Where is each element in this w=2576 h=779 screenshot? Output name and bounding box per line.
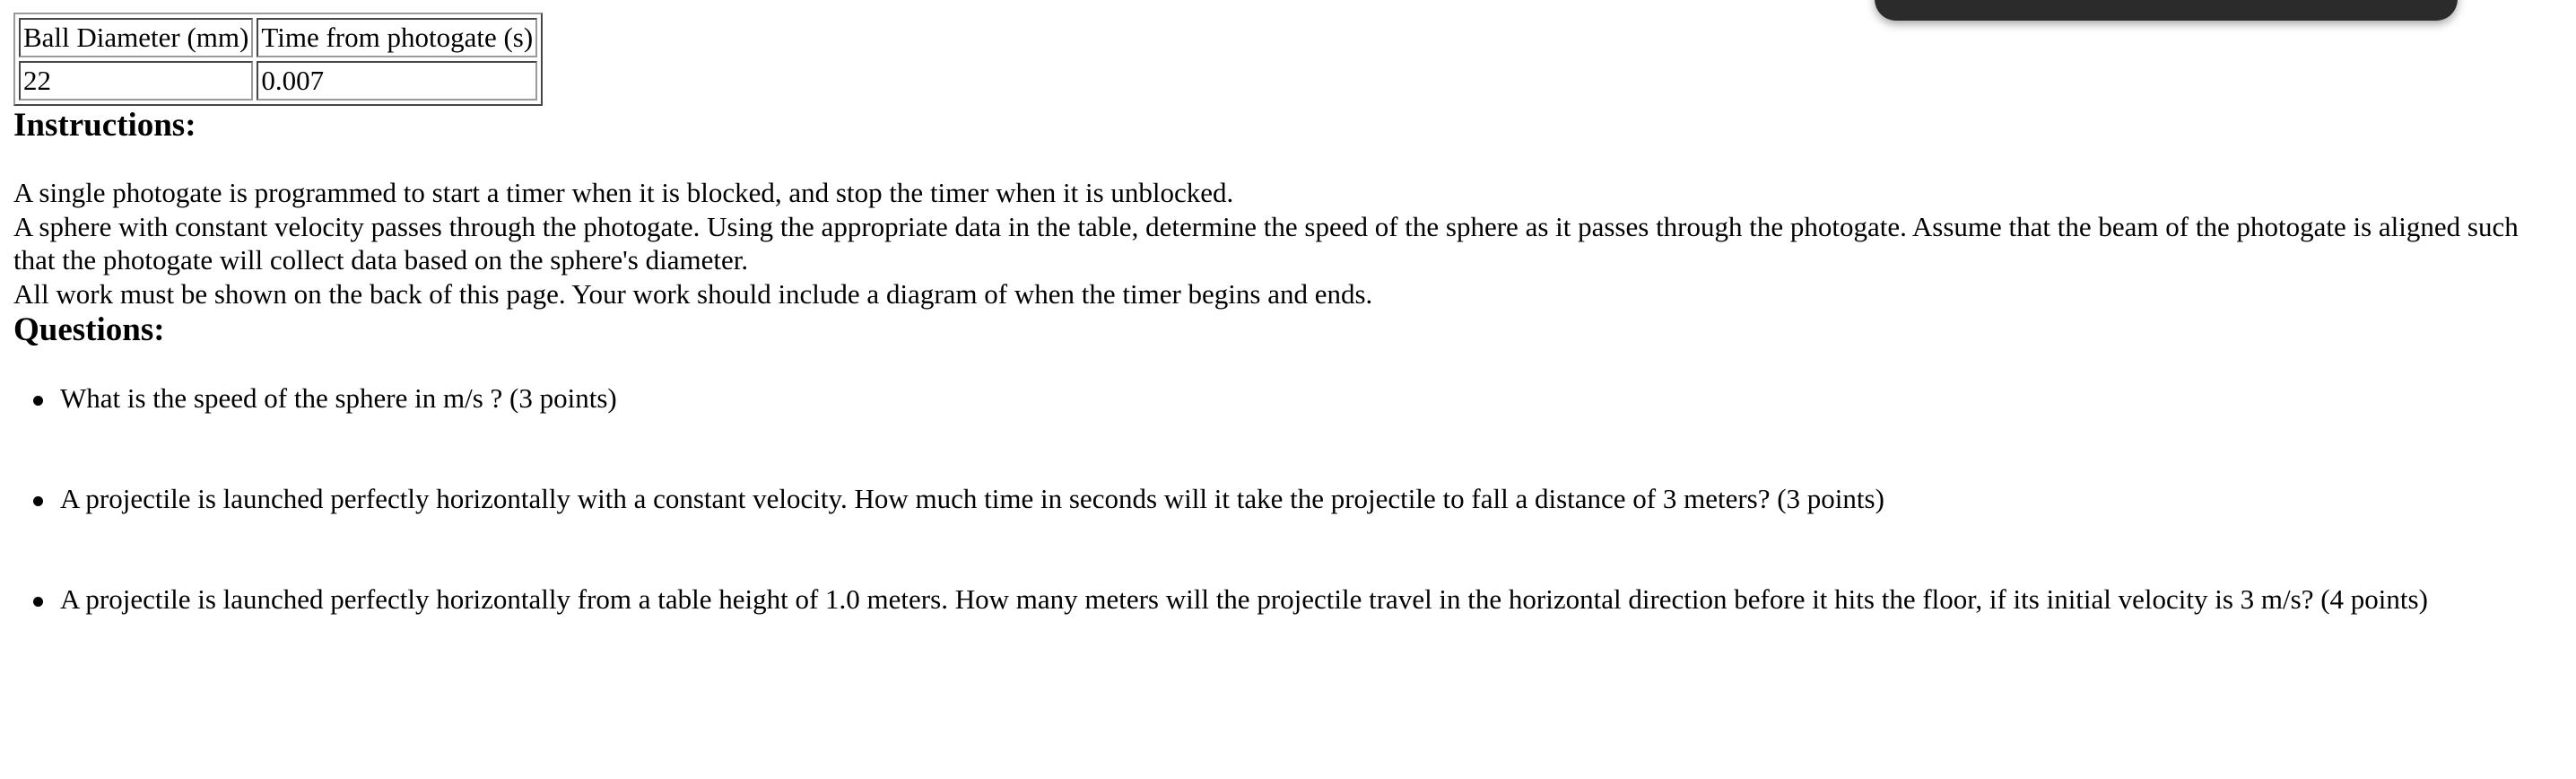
floating-toolbar-overlay[interactable] <box>1875 0 2458 21</box>
data-table <box>13 13 543 106</box>
question-text: A projectile is launched perfectly horizontally with a constant velocity. How much time in seconds will it take the projectile to fall a distance of 3 meters? (3 points) <box>60 483 1884 514</box>
bullet-icon <box>33 597 43 607</box>
instruction-line: All work must be shown on the back of this page. Your work should include a diagram of when the timer begins and ends. <box>13 277 1373 310</box>
question-item <box>60 582 2536 617</box>
column-header-ball-diameter: Ball Diameter (mm) <box>19 18 253 57</box>
table-header-row <box>19 18 537 57</box>
table-row <box>19 61 537 101</box>
questions-list <box>13 381 2536 617</box>
instruction-line: A sphere with constant velocity passes through the photogate. Using the appropriate data in the table, determine the speed of the sphere as it passes through the photogate. Assume that the beam of the photogate is aligned such that the photogate will collect data based on the sphere's diameter. <box>13 210 2519 276</box>
cell-ball-diameter: 22 <box>19 61 253 101</box>
column-header-time: Time from photogate (s) <box>257 18 537 57</box>
bullet-icon <box>33 396 43 406</box>
instructions-heading: Instructions: <box>13 107 196 144</box>
cell-time: 0.007 <box>257 61 537 101</box>
question-item <box>60 381 2536 416</box>
questions-heading: Questions: <box>13 311 165 348</box>
instruction-line: A single photogate is programmed to start a timer when it is blocked, and stop the timer when it is unblocked. <box>13 177 1234 208</box>
question-item <box>60 482 2536 516</box>
instructions-text <box>13 176 2536 311</box>
bullet-icon <box>33 496 43 506</box>
question-text: What is the speed of the sphere in m/s ? (3 points) <box>60 382 617 414</box>
question-text: A projectile is launched perfectly horizontally from a table height of 1.0 meters. How many meters will the projectile travel in the horizontal direction before it hits the floor, if its initial velocity is 3 m/s? (4 points) <box>60 583 2428 615</box>
